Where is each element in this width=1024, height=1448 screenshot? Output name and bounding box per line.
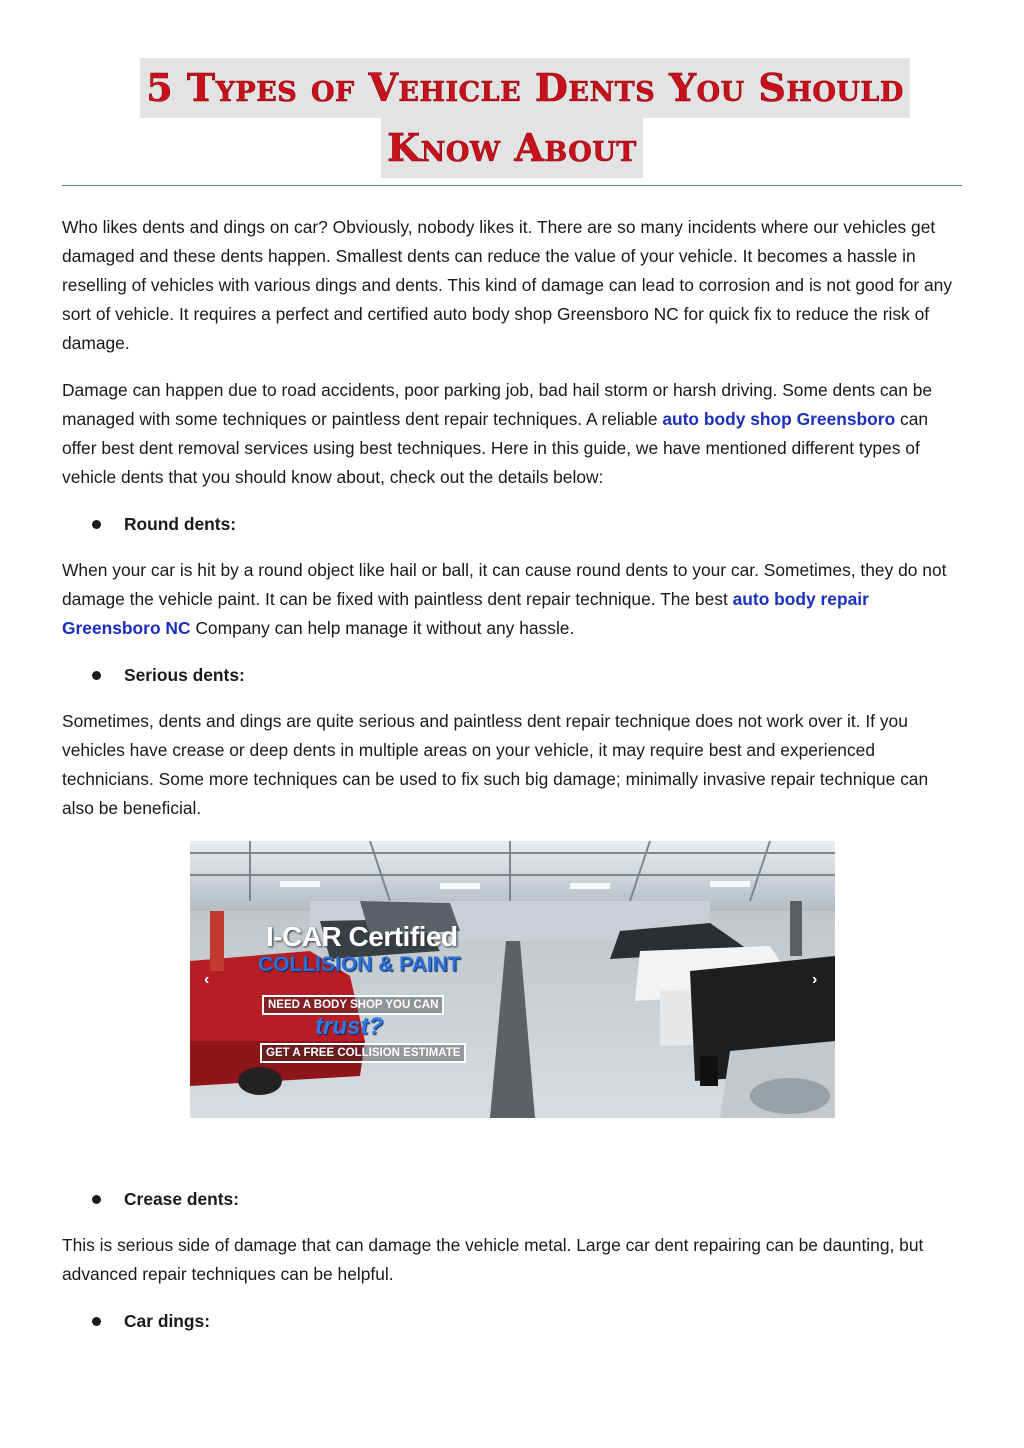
carousel-right-arrow-icon: › (812, 971, 818, 988)
intro-paragraph-2 (62, 376, 962, 492)
banner-box-need-body-shop: NEED A BODY SHOP YOU CAN (262, 995, 444, 1015)
round-text-after: Company can help manage it without any hassle. (190, 618, 575, 638)
serious-dents-paragraph: Sometimes, dents and dings are quite serious and paintless dent repair technique does not work over it. If you vehicles have crease or deep dents in multiple areas on your vehicle, it may require best and experienced technicians. Some more techniques can be used to fix such big damage; minimally invasive repair technique can also be beneficial. (62, 711, 929, 818)
intro-p2-text-after: can offer best dent removal services using best techniques. Here in this guide, we have mentioned different types of vehicle dents that you should know about, check out the details below: (62, 409, 929, 487)
banner-headline: I-CAR Certified (266, 921, 458, 952)
title-underline (62, 185, 962, 186)
bullet-heading: Round dents: (124, 514, 237, 534)
title-line-1: 5 Types of Vehicle Dents You Should (140, 58, 910, 118)
title-line-2: Know About (381, 118, 643, 178)
round-dents-paragraph (62, 556, 962, 643)
banner-trust-text: trust? (315, 1013, 383, 1040)
banner-box-free-estimate: GET A FREE COLLISION ESTIMATE (260, 1043, 466, 1063)
round-text-before: When your car is hit by a round object like hail or ball, it can cause round dents to your car. Sometimes, they do not damage the vehicle paint. It can be fixed with paintless dent repair technique. The best (62, 560, 947, 609)
bullet-heading: Car dings: (124, 1311, 210, 1331)
bullet-round-dents (92, 510, 236, 539)
intro-paragraph-1: Who likes dents and dings on car? Obviously, nobody likes it. There are so many incidents where our vehicles get damaged and these dents happen. Smallest dents can reduce the value of your vehicle. It becomes a hassle in reselling of vehicles with various dings and dents. This kind of damage can lead to corrosion and is not good for any sort of vehicle. It requires a perfect and certified auto body shop Greensboro NC for quick fix to reduce the risk of damage. (62, 217, 953, 353)
bullet-heading: Crease dents: (124, 1189, 240, 1209)
link-auto-body-repair-greensboro-nc[interactable]: auto body repair Greensboro NC (62, 589, 869, 638)
link-auto-body-shop-greensboro[interactable]: auto body shop Greensboro (662, 409, 896, 429)
bullet-car-dings (92, 1307, 210, 1336)
bullet-crease-dents (92, 1185, 239, 1214)
garage-scene-illustration (190, 841, 835, 1118)
document-title (62, 58, 962, 178)
crease-dents-paragraph: This is serious side of damage that can damage the vehicle metal. Large car dent repairing can be daunting, but advanced repair techniques can be helpful. (62, 1235, 924, 1284)
bullet-dot-icon (92, 1317, 101, 1326)
body-shop-banner-image (190, 841, 835, 1118)
intro-p2-text-before: Damage can happen due to road accidents, poor parking job, bad hail storm or harsh driving. Some dents can be managed with some techniques or paintless dent repair techniques. A reliable (62, 380, 933, 429)
banner-subheadline: COLLISION & PAINT (258, 953, 461, 976)
bullet-dot-icon (92, 520, 101, 529)
carousel-left-arrow-icon: ‹ (204, 971, 210, 988)
bullet-serious-dents (92, 661, 245, 690)
bullet-dot-icon (92, 1195, 101, 1204)
bullet-heading: Serious dents: (124, 665, 245, 685)
bullet-dot-icon (92, 671, 101, 680)
